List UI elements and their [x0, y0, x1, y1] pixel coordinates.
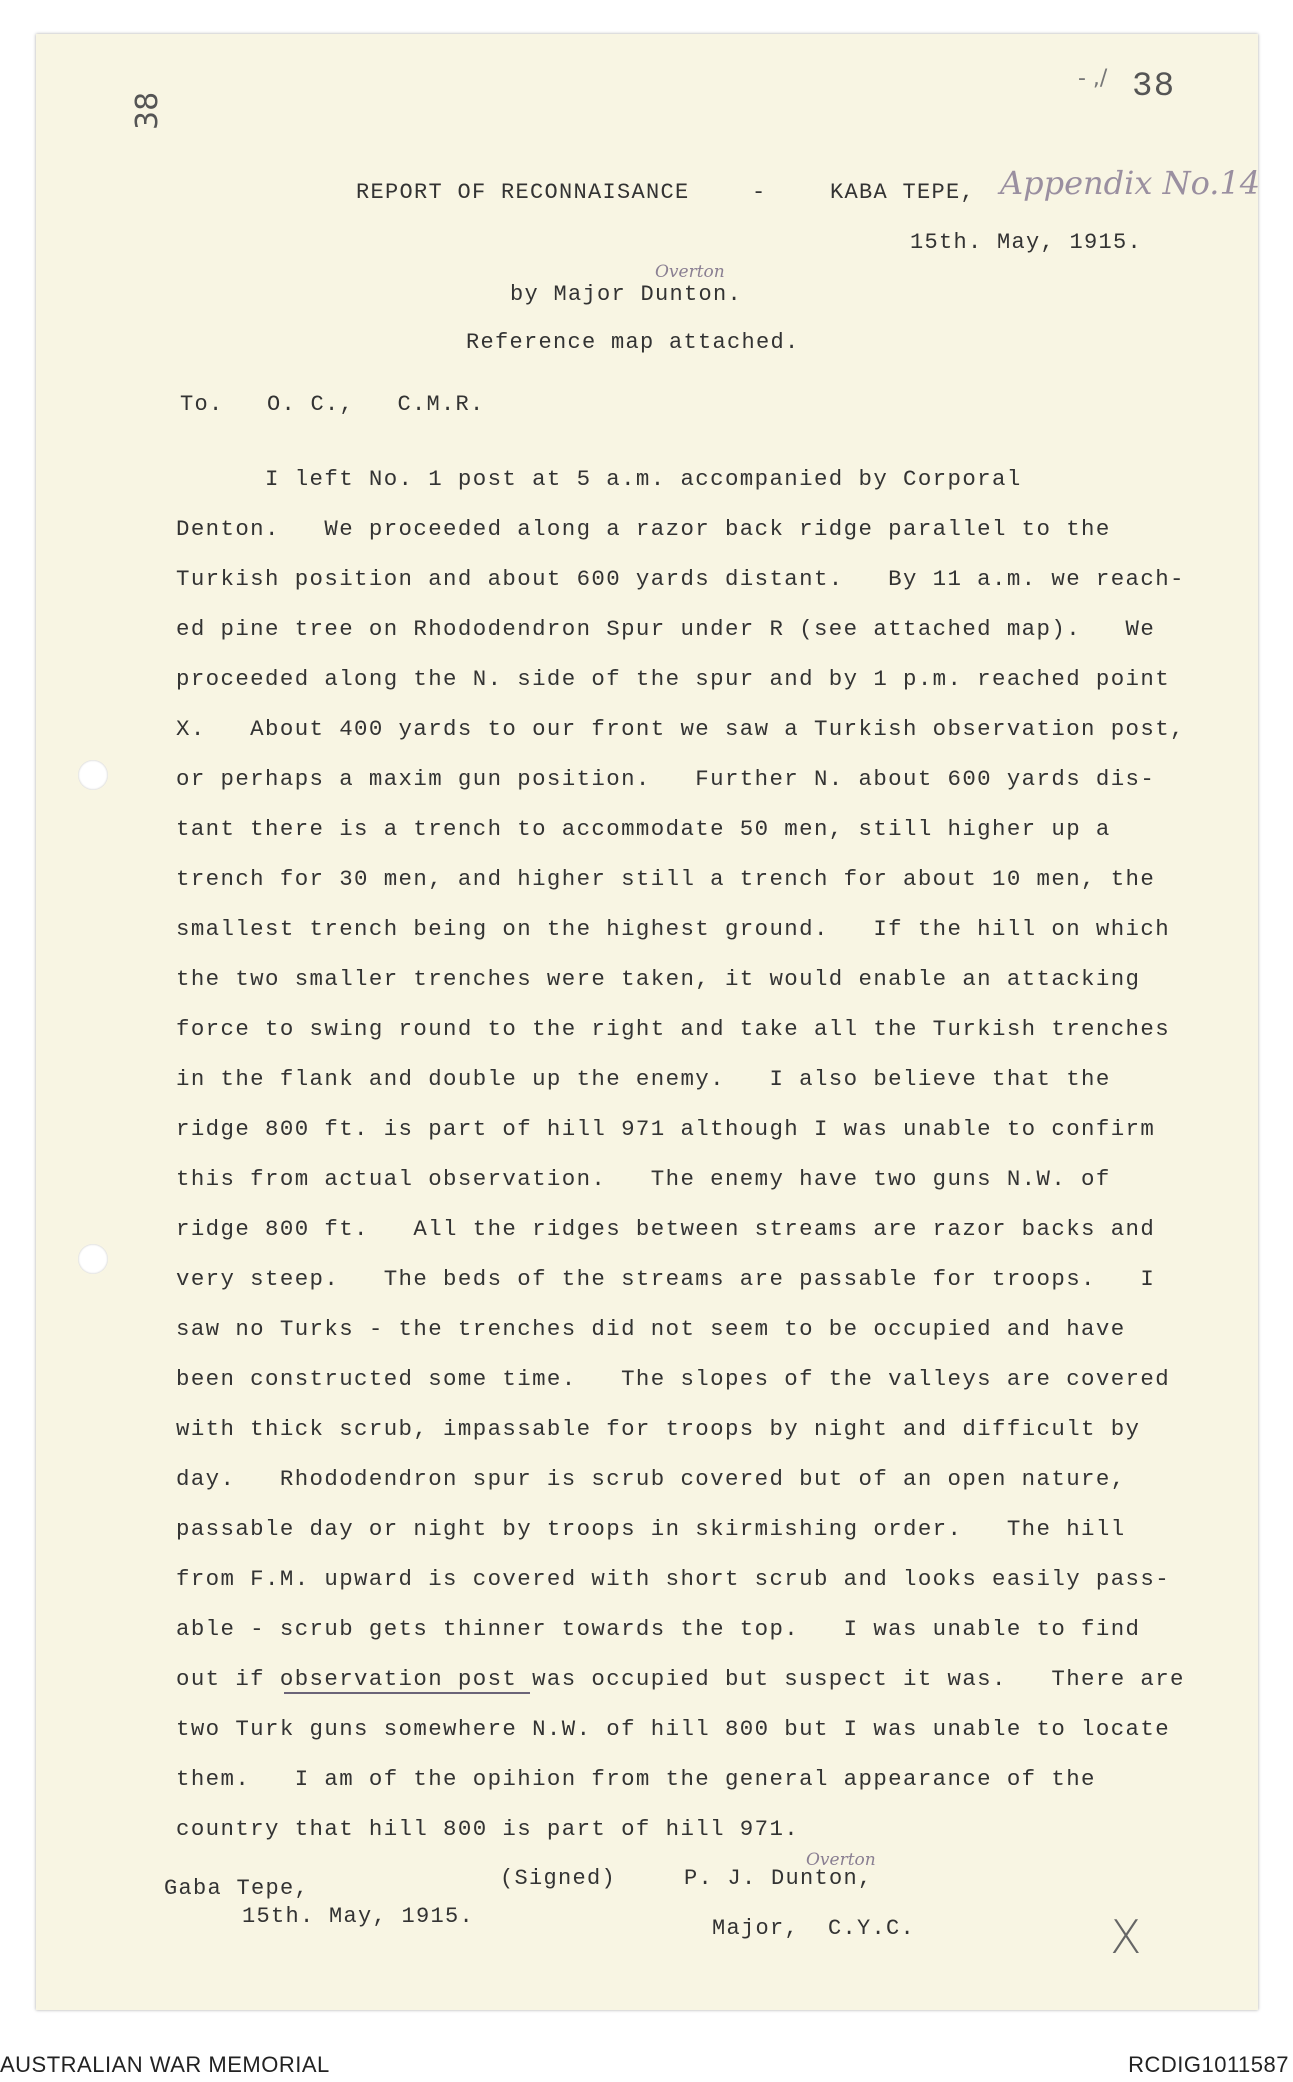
title-dash: -: [752, 180, 767, 205]
margin-page-number-left: 38: [130, 91, 165, 130]
body-line: saw no Turks - the trenches did not seem to be occupied and have: [176, 1316, 1126, 1342]
body-line: smallest trench being on the highest ground. If the hill on which: [176, 916, 1171, 942]
report-title: REPORT OF RECONNAISANCE: [356, 180, 690, 205]
body-line: them. I am of the opihion from the general appearance of the: [176, 1766, 1096, 1792]
body-line: country that hill 800 is part of hill 971.: [176, 1816, 800, 1842]
signature-date: 15th. May, 1915.: [242, 1904, 475, 1929]
addressee: To. O. C., C.M.R.: [180, 392, 485, 417]
body-line: Denton. We proceeded along a razor back ridge parallel to the: [176, 516, 1111, 542]
body-line: passable day or night by troops in skirmishing order. The hill: [176, 1516, 1126, 1542]
body-line: ridge 800 ft. All the ridges between streams are razor backs and: [176, 1216, 1156, 1242]
body-line: or perhaps a maxim gun position. Further N. about 600 yards dis-: [176, 766, 1156, 792]
body-line: the two smaller trenches were taken, it would enable an attacking: [176, 966, 1141, 992]
name-correction-signature: Overton: [806, 1850, 876, 1870]
report-place: KABA TEPE,: [830, 180, 976, 205]
footer-item-id: RCDIG1011587: [1128, 2052, 1289, 2077]
report-date: 15th. May, 1915.: [910, 230, 1143, 255]
name-correction-header: Overton: [655, 262, 725, 282]
body-line: day. Rhododendron spur is scrub covered but of an open nature,: [176, 1466, 1126, 1492]
body-line: ridge 800 ft. is part of hill 971 although I was unable to confirm: [176, 1116, 1156, 1142]
body-line: out if observation post was occupied but suspect it was. There are: [176, 1666, 1185, 1692]
body-line: I left No. 1 post at 5 a.m. accompanied by Corporal: [176, 466, 1022, 492]
signatory-name: P. J. Dunton,: [684, 1866, 873, 1891]
appendix-stamp: Appendix No.14: [1000, 164, 1261, 202]
pencil-cross-mark: X: [1110, 1910, 1142, 1964]
body-line: very steep. The beds of the streams are passable for troops. I: [176, 1266, 1156, 1292]
signatory-rank: Major, C.Y.C.: [712, 1916, 916, 1941]
margin-dash-mark: - ,/: [1078, 66, 1108, 91]
body-line: two Turk guns somewhere N.W. of hill 800 but I was unable to locate: [176, 1716, 1171, 1742]
signature-place: Gaba Tepe,: [164, 1876, 310, 1901]
body-line: this from actual observation. The enemy have two guns N.W. of: [176, 1166, 1111, 1192]
body-line: in the flank and double up the enemy. I also believe that the: [176, 1066, 1111, 1092]
footer-institution: AUSTRALIAN WAR MEMORIAL: [0, 2052, 330, 2077]
body-line: ed pine tree on Rhododendron Spur under R (see attached map). We: [176, 616, 1156, 642]
body-line: Turkish position and about 600 yards distant. By 11 a.m. we reach-: [176, 566, 1185, 592]
body-line: X. About 400 yards to our front we saw a Turkish observation post,: [176, 716, 1185, 742]
punch-hole-bottom: [78, 1244, 108, 1274]
observation-post-underline: [284, 1692, 530, 1694]
reference-note: Reference map attached.: [466, 330, 800, 355]
body-line: tant there is a trench to accommodate 50 men, still higher up a: [176, 816, 1111, 842]
body-line: been constructed some time. The slopes of the valleys are covered: [176, 1366, 1171, 1392]
top-right-page-number: 38: [1132, 68, 1176, 106]
body-line: proceeded along the N. side of the spur and by 1 p.m. reached point: [176, 666, 1171, 692]
body-line: able - scrub gets thinner towards the top. I was unable to find: [176, 1616, 1141, 1642]
report-author: by Major Dunton.: [510, 282, 743, 307]
body-line: trench for 30 men, and higher still a trench for about 10 men, the: [176, 866, 1156, 892]
punch-hole-top: [78, 760, 108, 790]
body-line: from F.M. upward is covered with short scrub and looks easily pass-: [176, 1566, 1171, 1592]
body-line: with thick scrub, impassable for troops by night and difficult by: [176, 1416, 1141, 1442]
signed-label: (Signed): [500, 1866, 617, 1891]
body-line: force to swing round to the right and take all the Turkish trenches: [176, 1016, 1171, 1042]
